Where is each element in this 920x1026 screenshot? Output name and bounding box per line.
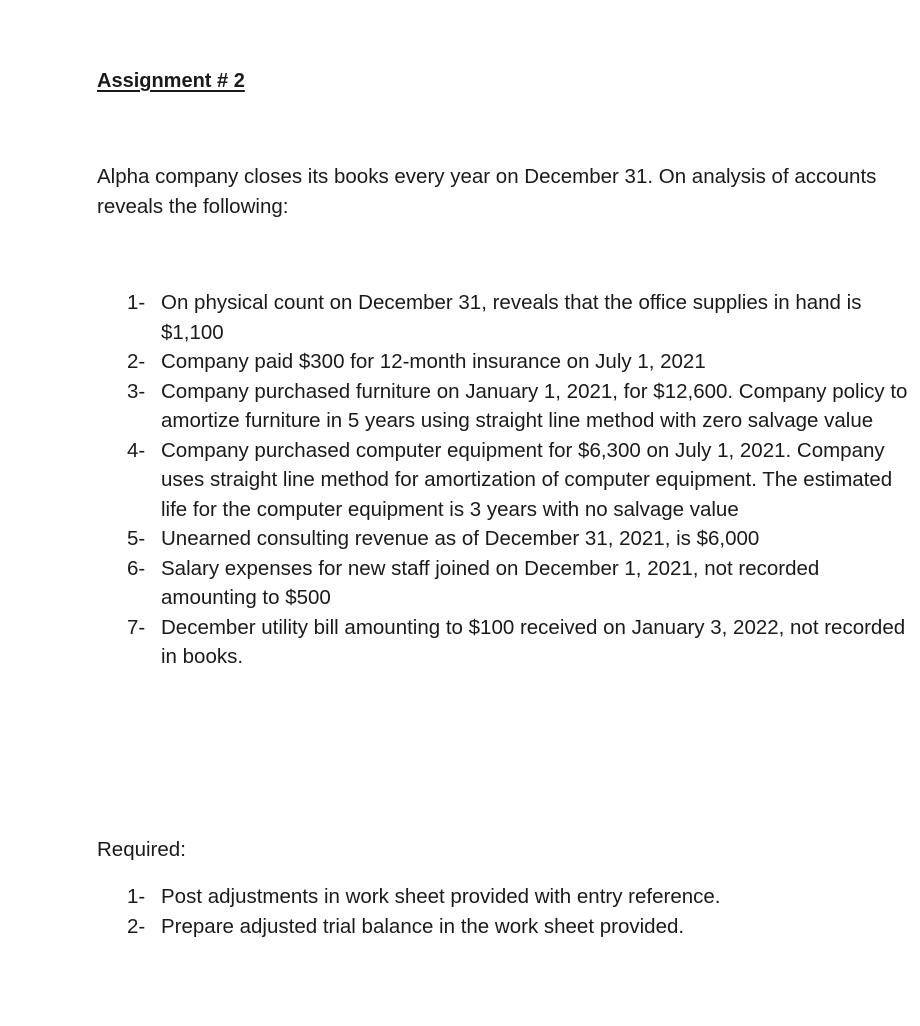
item-number: 1- xyxy=(127,885,146,908)
adjustments-list xyxy=(0,288,916,672)
list-item xyxy=(0,882,916,912)
list-item xyxy=(0,554,916,613)
item-text: December utility bill amounting to $100 received on January 3, 2022, not recorded in books. xyxy=(161,615,906,668)
item-text: Post adjustments in work sheet provided with entry reference. xyxy=(161,885,721,908)
intro-paragraph: Alpha company closes its books every year on December 31. On analysis of accounts reveals the following: xyxy=(97,165,877,218)
item-text: Prepare adjusted trial balance in the work sheet provided. xyxy=(161,914,685,938)
list-item xyxy=(0,436,916,525)
item-text: Company purchased computer equipment for $6,300 on July 1, 2021. Company uses straight line method for amortization of computer equipment. The estimated life for the computer equipment is 3 years with no salvage value xyxy=(161,438,893,521)
item-number: 1- xyxy=(127,291,146,314)
item-number: 2- xyxy=(127,914,146,938)
list-item xyxy=(0,613,916,672)
item-text: Company purchased furniture on January 1, 2021, for $12,600. Company policy to amortize furniture in 5 years using straight line method with zero salvage value xyxy=(161,379,908,432)
assignment-title: Assignment # 2 xyxy=(97,70,245,92)
item-number: 7- xyxy=(127,615,146,639)
item-text: Company paid $300 for 12-month insurance on July 1, 2021 xyxy=(161,350,706,373)
item-text: On physical count on December 31, reveals that the office supplies in hand is $1,100 xyxy=(161,291,862,344)
list-item xyxy=(0,288,916,347)
item-number: 5- xyxy=(127,527,146,550)
item-number: 4- xyxy=(127,438,146,462)
item-text: Salary expenses for new staff joined on December 1, 2021, not recorded amounting to $500 xyxy=(161,556,820,609)
required-list xyxy=(0,882,916,941)
list-item xyxy=(0,347,916,377)
list-item xyxy=(0,912,916,942)
list-item xyxy=(0,524,916,554)
item-text: Unearned consulting revenue as of December 31, 2021, is $6,000 xyxy=(161,527,760,550)
item-number: 6- xyxy=(127,556,146,580)
required-heading: Required: xyxy=(97,838,186,861)
item-number: 2- xyxy=(127,350,146,373)
item-number: 3- xyxy=(127,379,146,403)
list-item xyxy=(0,377,916,436)
